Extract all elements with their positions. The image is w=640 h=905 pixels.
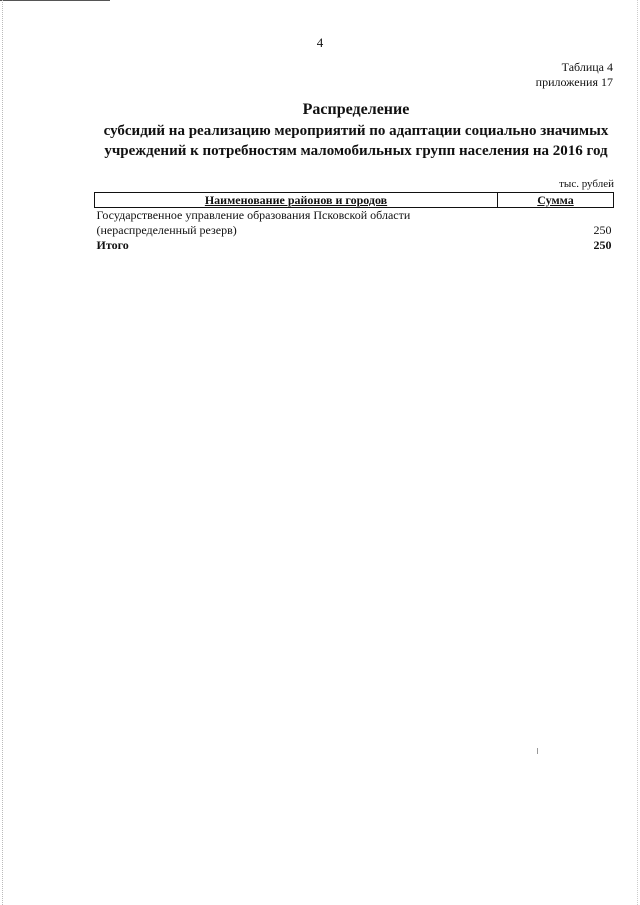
scan-edge-top — [0, 0, 110, 1]
distribution-table — [94, 192, 614, 253]
row-name-line2: (нераспределенный резерв) — [96, 223, 237, 237]
table-reference-line1: Таблица 4 — [561, 60, 613, 74]
units-label: тыс. рублей — [559, 178, 614, 190]
scan-edge-left — [2, 0, 3, 905]
row-sum: 250 — [593, 223, 612, 237]
page-number: 4 — [316, 35, 324, 50]
document-subtitle — [60, 121, 640, 161]
table-row — [95, 223, 614, 238]
column-header-name: Наименование районов и городов — [95, 193, 498, 208]
document-subtitle-line2: учреждений к потребностям маломобильных групп населения на 2016 год — [104, 143, 608, 159]
column-header-sum: Сумма — [498, 193, 614, 208]
table-reference-line2: приложения 17 — [535, 75, 613, 89]
table-header-row — [95, 193, 614, 208]
row-name-line1: Государственное управление образования Псковской области — [96, 208, 411, 222]
document-title: Распределение — [302, 101, 410, 118]
total-row — [95, 238, 614, 253]
table-row — [95, 208, 614, 224]
total-label: Итого — [96, 238, 129, 252]
table-reference — [536, 60, 613, 90]
scan-artifact — [537, 748, 538, 754]
total-sum: 250 — [593, 238, 612, 252]
document-subtitle-line1: субсидий на реализацию мероприятий по адаптации социально значимых — [103, 123, 609, 139]
